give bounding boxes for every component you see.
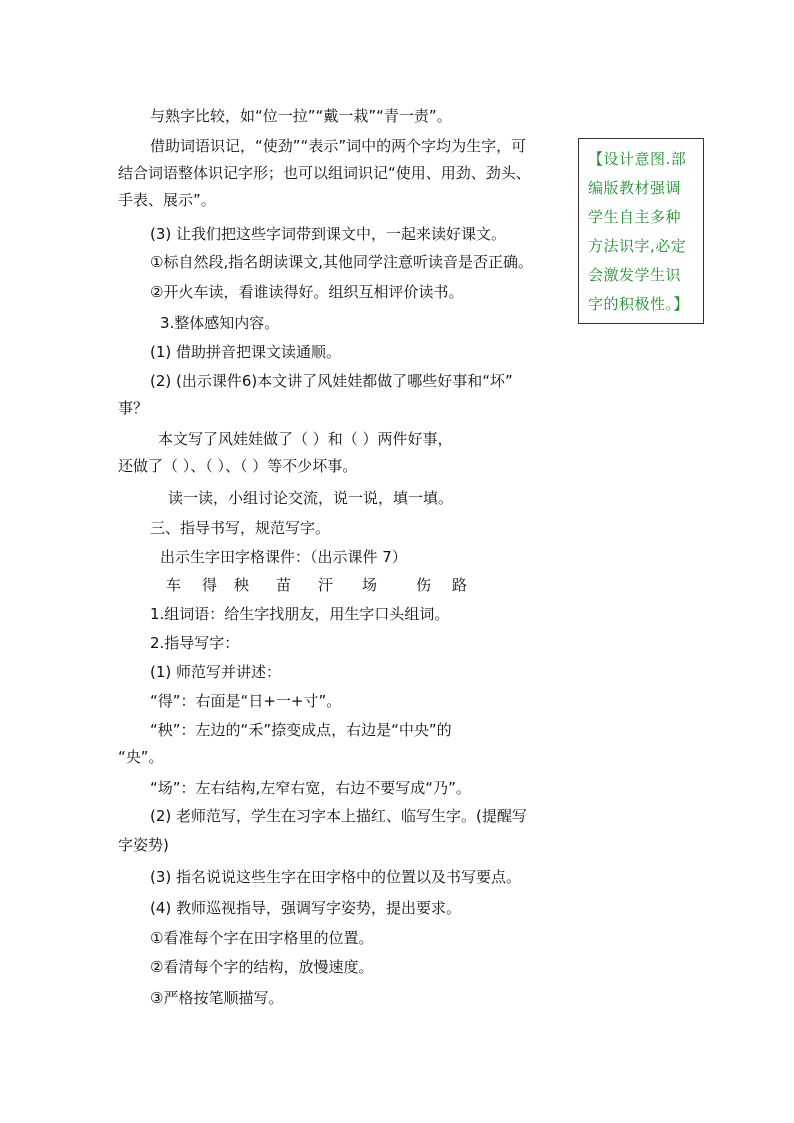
new-char: 汗 (318, 576, 334, 594)
note-line: 方法识字,必定 (588, 237, 687, 255)
body-line: 三、指导书写，规范写字。 (150, 519, 331, 537)
body-line: 事？ (118, 399, 149, 417)
body-line: 2.指导写字： (150, 634, 240, 652)
body-line: 出示生字田字格课件：（出示课件 7） (160, 548, 407, 566)
body-line: “得”：右面是“日+一+寸”。 (150, 692, 342, 710)
body-line: ②开火车读，看谁读得好。组织互相评价读书。 (150, 283, 464, 301)
note-line: 会激发学生识 (588, 266, 682, 284)
new-char: 伤 (416, 576, 432, 594)
new-char: 场 (362, 576, 378, 594)
body-line: (4) 教师巡视指导，强调写字姿势，提出要求。 (150, 899, 462, 917)
design-intent-note (578, 138, 704, 324)
note-line: 编版教材强调 (588, 179, 682, 197)
new-char: 车 (166, 576, 182, 594)
note-line: 【设计意图.部 (588, 150, 687, 168)
note-line: 字的积极性。】 (588, 295, 690, 313)
body-line: (1) 借助拼音把课文读通顺。 (150, 343, 342, 361)
body-line: 与熟字比较，如“位一拉”“戴一栽”“青一责”。 (150, 107, 452, 125)
body-line: 手表、展示”。 (118, 191, 216, 209)
body-line: 1.组词语：给生字找朋友，用生字口头组词。 (150, 605, 450, 623)
body-line: ③严格按笔顺描写。 (150, 989, 284, 1007)
body-line: ①看准每个字在田字格里的位置。 (150, 929, 374, 947)
body-line: 字姿势) (118, 836, 169, 854)
body-line: 借助词语识记，“使劲”“表示”词中的两个字均为生字，可 (150, 137, 527, 155)
new-char: 苗 (276, 576, 292, 594)
body-line: 结合词语整体识记字形；也可以组词识记“使用、用劲、劲头、 (118, 164, 531, 182)
body-line: ①标自然段,指名朗读课文,其他同学注意听读音是否正确。 (150, 253, 533, 271)
body-line: “央”。 (118, 748, 164, 766)
body-line: 读一读，小组讨论交流，说一说，填一填。 (168, 489, 454, 507)
body-line: (3) 让我们把这些字词带到课文中，一起来读好课文。 (150, 225, 507, 243)
note-line: 学生自主多种 (588, 208, 682, 226)
body-line: 本文写了风娃娃做了（ ）和（ ）两件好事， (158, 430, 453, 448)
body-line: 还做了（ ）、（ ）、（ ）等不少坏事。 (118, 457, 358, 475)
new-char: 得 (202, 576, 218, 594)
new-char: 路 (452, 576, 468, 594)
body-line: “场”：左右结构,左窄右宽，右边不要写成“乃”。 (150, 779, 471, 797)
body-line: “秧”：左边的“禾”捺变成点，右边是“中央”的 (150, 721, 452, 739)
body-line: ②看清每个字的结构，放慢速度。 (150, 958, 374, 976)
body-line: (2) 老师范写，学生在习字本上描红、临写生字。(提醒写 (150, 807, 527, 825)
body-line: 3.整体感知内容。 (160, 314, 280, 332)
body-line: (3) 指名说说这些生字在田字格中的位置以及书写要点。 (150, 868, 522, 886)
body-line: (1) 师范写并讲述： (150, 663, 282, 681)
new-char: 秧 (234, 576, 250, 594)
body-line: (2) (出示课件6)本文讲了风娃娃都做了哪些好事和“坏” (150, 372, 513, 390)
